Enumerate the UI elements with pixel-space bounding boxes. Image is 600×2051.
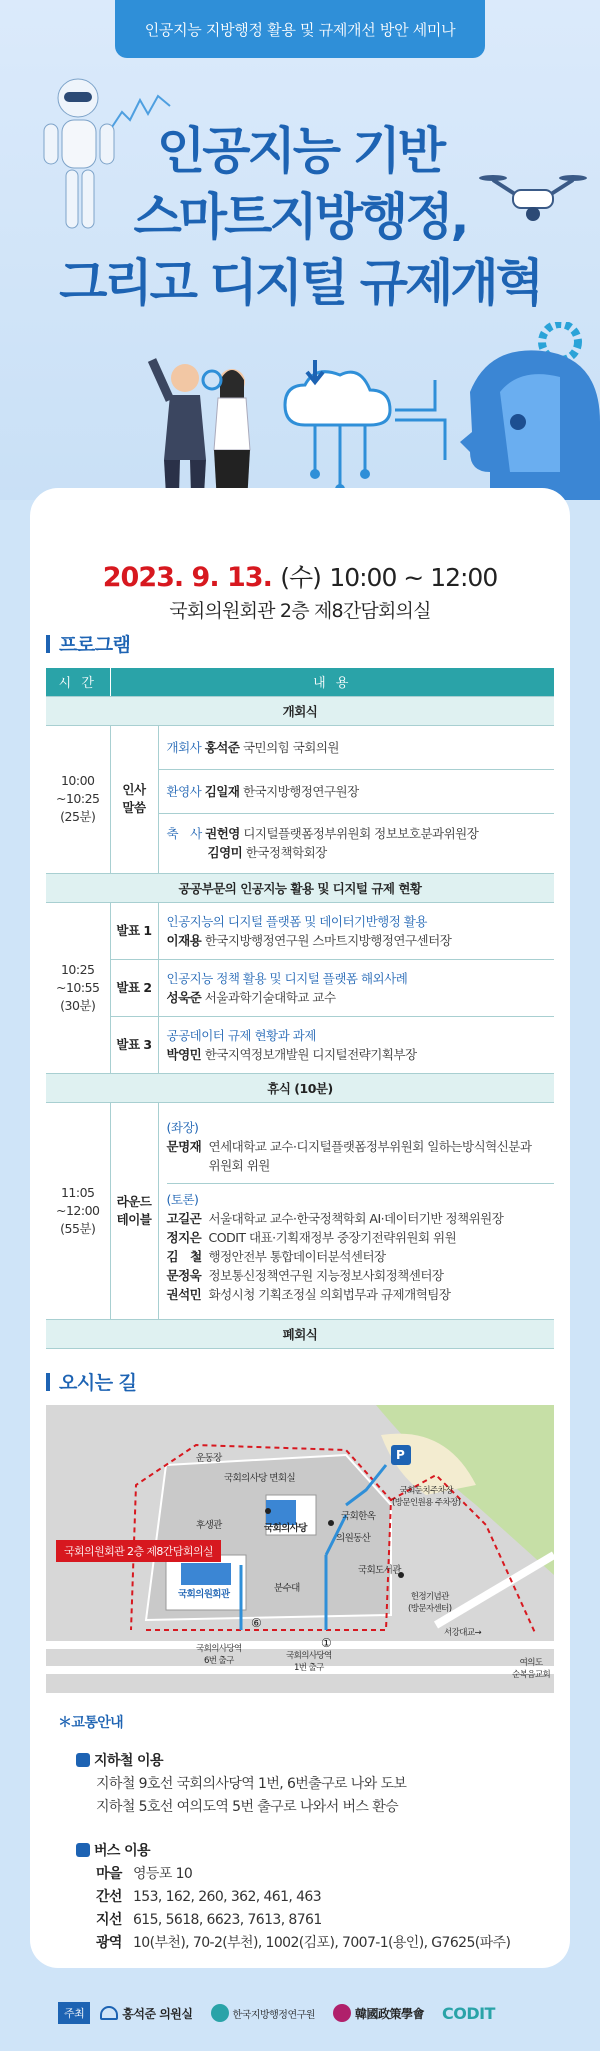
subway-label [76,1750,406,1773]
person-org: 한국지방행정연구원 스마트지방행정연구센터장 [204,932,452,948]
person-org: 정보통신정책연구원 지능정보사회정책센터장 [208,1267,444,1283]
person-name: 고길곤 [166,1210,202,1226]
time-cell: 11:05 ~12:00 (55분) [46,1102,110,1319]
bus-numbers: 615, 5618, 6623, 7613, 8761 [133,1912,322,1928]
table-row [46,1016,554,1073]
org-name: 홍석준 의원실 [122,2006,193,2021]
person-org: 한국지역정보개발원 디지털전략기획부장 [204,1046,417,1062]
person-name: 정지은 [166,1229,202,1245]
detail-cell [158,959,554,1016]
cloud-network-illustration [255,360,455,500]
org-codit [442,2004,495,2023]
parking-icon: P [396,1448,405,1462]
subway-icon [76,1753,90,1767]
talk-topic: 인공지능 정책 활용 및 디지털 플랫폼 해외사례 [166,970,408,986]
map-label: 서강대교→ [444,1628,481,1638]
detail-cell [158,813,554,873]
col-time: 시 간 [46,668,110,696]
event-venue: 국회의원회관 2층 제8간담회의실 [169,600,431,622]
transport-heading: ＊교통안내 [58,1715,124,1731]
person-org: CODIT 대표·기획재정부 중장기전략위원회 위원 [208,1229,457,1245]
bus-icon [76,1843,90,1857]
table-row [46,902,554,959]
table-row [46,959,554,1016]
closing-title: 폐회식 [46,1319,554,1348]
map-label: 분수대 [274,1583,300,1594]
subway-line-1: 지하철 9호선 국회의사당역 1번, 6번출구로 나와 도보 [96,1776,407,1792]
bus-type: 마을 [96,1866,122,1882]
exit-number: ① [321,1636,332,1650]
person-name: 성욱준 [166,989,202,1005]
map-label: 헌정기념관 (방문자센터) [408,1592,452,1614]
title-line-3: 그리고 디지털 규제개혁 [59,254,541,312]
exit-number: ⑥ [251,1616,262,1630]
event-time: 10:00 ~ 12:00 [329,563,498,592]
detail-cell [158,725,554,769]
bus-section [76,1840,510,1955]
bus-row [96,1932,510,1955]
chair-label: (좌장) [166,1119,199,1135]
person-org: 화성시청 기획조정실 의회법무과 규제개혁팀장 [208,1286,451,1302]
type-cell: 발표 2 [110,959,158,1016]
type-cell: 발표 3 [110,1016,158,1073]
subway-label-text: 지하철 이용 [94,1753,163,1769]
person-org: 서울과학기술대학교 교수 [204,989,336,1005]
break-title: 휴식 (10분) [46,1073,554,1102]
bus-numbers: 153, 162, 260, 362, 461, 463 [133,1889,322,1905]
table-row [46,1102,554,1319]
role-label: 개회사 [166,739,202,755]
program-table [46,668,554,1349]
time-cell: 10:25 ~10:55 (30분) [46,902,110,1073]
title-line-2: 스마트지방행정, [133,188,467,246]
discussion-label: (토론) [166,1191,199,1207]
bus-type: 광역 [96,1935,122,1951]
person-name: 문정욱 [166,1267,202,1283]
divider [167,1183,555,1184]
org-name: 한국지방행정연구원 [232,2009,315,2021]
map-label: 여의도 순복음교회 [512,1658,551,1680]
detail-cell [158,1016,554,1073]
event-day: (수) [280,563,321,592]
person-name: 김일재 [204,783,240,799]
kapa-logo-icon [333,2004,351,2022]
title-line-1: 인공지능 기반 [156,122,444,180]
session-row [46,873,554,902]
bus-numbers: 영등포 10 [133,1866,193,1882]
person-org: 연세대학교 교수·디지털플랫폼정부위원회 일하는방식혁신분과 위원회 위원 [208,1138,532,1173]
heading-bar [46,635,50,653]
bus-type: 간선 [96,1889,122,1905]
bus-row [96,1886,510,1909]
detail-cell [158,902,554,959]
footer [58,1998,513,2028]
event-date-value: 2023. 9. 13. [102,562,272,593]
person-name: 문명재 [166,1138,202,1154]
detail-cell [158,1102,554,1319]
bus-row [96,1863,510,1886]
org-kapa [333,2004,424,2022]
seminar-label: 인공지능 지방행정 활용 및 규제개선 방안 세미나 [115,0,485,58]
person-org: 디지털플랫폼정부위원회 정보보호분과위원장 [243,826,479,841]
person-name: 이재용 [166,932,202,948]
person-name: 홍석준 [204,739,240,755]
org-name: CODIT [441,2003,495,2023]
role-label: 축 사 [166,826,202,841]
map-label: 국회의원회관 [178,1589,230,1600]
person-name: 박영민 [166,1046,202,1062]
detail-cell [158,769,554,813]
map-heading [46,1368,137,1395]
person-org: 국민의힘 국회의원 [242,739,340,755]
subway-section [76,1750,406,1819]
map-label: 의원동산 [336,1533,371,1544]
event-date [0,558,600,594]
map-label: 운동장 [196,1453,222,1464]
person-org: 서울대학교 교수·한국정책학회 AI·데이터기반 정책위원장 [208,1210,504,1226]
time-cell: 10:00 ~10:25 (25분) [46,725,110,873]
table-row [46,725,554,769]
person-name: 권석민 [166,1286,202,1302]
col-content: 내 용 [110,668,554,696]
person-org: 한국지방행정연구원장 [242,783,359,799]
role-label: 환영사 [166,783,202,799]
subway-line-2: 지하철 5호선 여의도역 5번 출구로 나와서 버스 환승 [96,1799,399,1815]
assembly-logo-icon [100,2006,118,2020]
org-name: 韓國政策學會 [354,2006,424,2021]
krila-logo-icon [211,2004,229,2022]
bus-row [96,1909,510,1932]
map-label: 국회의사당 [264,1523,307,1534]
bus-label [76,1840,510,1863]
type-cell: 인사 말씀 [110,725,158,873]
person-org: 한국정책학회장 [245,845,327,860]
type-cell: 발표 1 [110,902,158,959]
ai-head-illustration [430,322,600,500]
bus-type: 지선 [96,1912,122,1928]
map-label: 국회의사당역 6번 출구 [196,1644,242,1666]
table-header-row [46,668,554,696]
person-name: 김영미 [207,845,243,860]
map-label: 후생관 [196,1520,222,1531]
bus-numbers: 10(부천), 70-2(부천), 1002(김포), 7007-1(용인), G7625(파주) [133,1935,511,1951]
bus-label-text: 버스 이용 [94,1843,150,1859]
type-cell: 라운드 테이블 [110,1102,158,1319]
map-label: 국회도서관 [358,1565,401,1576]
session-title: 공공부문의 인공지능 활용 및 디지털 규제 현황 [46,873,554,902]
location-map [46,1405,554,1693]
session-row [46,1073,554,1102]
talk-topic: 인공지능의 디지털 플랫폼 및 데이터기반행정 활용 [166,913,427,929]
session-row [46,696,554,725]
hero-banner [0,0,600,500]
map-heading-text: 오시는 길 [59,1372,137,1394]
map-label: 국회한옥 [341,1511,376,1522]
person-org: 행정안전부 통합데이터분석센터장 [208,1248,386,1264]
map-label: 국회의사당역 1번 출구 [286,1651,332,1673]
session-title: 개회식 [46,696,554,725]
talk-topic: 공공데이터 규제 현황과 과제 [166,1027,316,1043]
person-name: 권헌영 [205,826,240,841]
venue-highlight: 국회의원회관 2층 제8간담회의실 [56,1540,221,1562]
host-badge: 주최 [58,2002,90,2024]
org-assembly [100,2005,192,2022]
program-heading [46,630,130,657]
program-heading-text: 프로그램 [59,634,131,656]
session-row [46,1319,554,1348]
org-krila [211,2004,315,2022]
map-label: 국회의사당 면회실 [224,1473,296,1484]
person-name: 김 철 [166,1248,202,1264]
map-label: 국회둔치주차장 (방문인원용 주차장) [392,1486,461,1508]
heading-bar [46,1373,50,1391]
